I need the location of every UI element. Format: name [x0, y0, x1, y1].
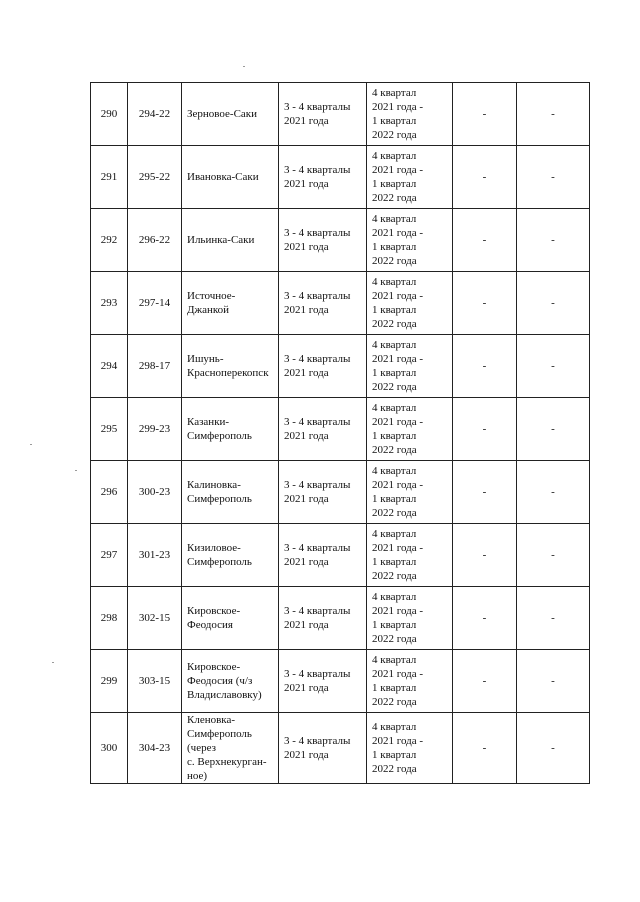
- empty-value-cell: -: [517, 587, 590, 650]
- scan-speck: [52, 662, 54, 663]
- table-row: [91, 587, 590, 650]
- empty-value-cell: -: [517, 398, 590, 461]
- route-code-cell: 301-23: [128, 524, 182, 587]
- empty-value-cell: -: [453, 146, 517, 209]
- deadline-cell: 4 квартал 2021 года - 1 квартал 2022 года: [367, 335, 453, 398]
- row-number-cell: 297: [91, 524, 128, 587]
- table-row: [91, 398, 590, 461]
- empty-value-cell: -: [453, 461, 517, 524]
- scan-speck: [30, 444, 32, 445]
- period-cell: 3 - 4 кварталы 2021 года: [279, 83, 367, 146]
- route-name-cell: Источное- Джанкой: [182, 272, 279, 335]
- row-number-cell: 291: [91, 146, 128, 209]
- table-row: [91, 83, 590, 146]
- routes-table-body: [91, 83, 590, 784]
- period-cell: 3 - 4 кварталы 2021 года: [279, 209, 367, 272]
- route-name-cell: Ильинка-Саки: [182, 209, 279, 272]
- row-number-cell: 299: [91, 650, 128, 713]
- period-cell: 3 - 4 кварталы 2021 года: [279, 713, 367, 784]
- empty-value-cell: -: [453, 713, 517, 784]
- route-code-cell: 300-23: [128, 461, 182, 524]
- deadline-cell: 4 квартал 2021 года - 1 квартал 2022 года: [367, 713, 453, 784]
- period-cell: 3 - 4 кварталы 2021 года: [279, 461, 367, 524]
- deadline-cell: 4 квартал 2021 года - 1 квартал 2022 года: [367, 524, 453, 587]
- route-name-cell: Ишунь- Красноперекопск: [182, 335, 279, 398]
- route-code-cell: 303-15: [128, 650, 182, 713]
- table-row: [91, 524, 590, 587]
- table-row: [91, 272, 590, 335]
- deadline-cell: 4 квартал 2021 года - 1 квартал 2022 года: [367, 650, 453, 713]
- deadline-cell: 4 квартал 2021 года - 1 квартал 2022 года: [367, 146, 453, 209]
- scan-speck: [75, 470, 77, 471]
- period-cell: 3 - 4 кварталы 2021 года: [279, 335, 367, 398]
- empty-value-cell: -: [517, 650, 590, 713]
- row-number-cell: 292: [91, 209, 128, 272]
- route-code-cell: 296-22: [128, 209, 182, 272]
- empty-value-cell: -: [453, 524, 517, 587]
- empty-value-cell: -: [453, 398, 517, 461]
- route-name-cell: Зерновое-Саки: [182, 83, 279, 146]
- row-number-cell: 298: [91, 587, 128, 650]
- route-name-cell: Калиновка- Симферополь: [182, 461, 279, 524]
- empty-value-cell: -: [517, 209, 590, 272]
- deadline-cell: 4 квартал 2021 года - 1 квартал 2022 года: [367, 272, 453, 335]
- empty-value-cell: -: [517, 713, 590, 784]
- table-row: [91, 650, 590, 713]
- deadline-cell: 4 квартал 2021 года - 1 квартал 2022 года: [367, 398, 453, 461]
- empty-value-cell: -: [453, 335, 517, 398]
- row-number-cell: 295: [91, 398, 128, 461]
- route-name-cell: Кизиловое- Симферополь: [182, 524, 279, 587]
- period-cell: 3 - 4 кварталы 2021 года: [279, 650, 367, 713]
- empty-value-cell: -: [453, 650, 517, 713]
- empty-value-cell: -: [517, 524, 590, 587]
- table-row: [91, 209, 590, 272]
- period-cell: 3 - 4 кварталы 2021 года: [279, 272, 367, 335]
- empty-value-cell: -: [517, 272, 590, 335]
- table-row: [91, 335, 590, 398]
- empty-value-cell: -: [517, 461, 590, 524]
- route-code-cell: 297-14: [128, 272, 182, 335]
- route-code-cell: 295-22: [128, 146, 182, 209]
- scan-speck: [243, 66, 245, 67]
- row-number-cell: 294: [91, 335, 128, 398]
- route-code-cell: 302-15: [128, 587, 182, 650]
- route-name-cell: Казанки- Симферополь: [182, 398, 279, 461]
- table-row: [91, 713, 590, 784]
- route-code-cell: 294-22: [128, 83, 182, 146]
- row-number-cell: 300: [91, 713, 128, 784]
- deadline-cell: 4 квартал 2021 года - 1 квартал 2022 года: [367, 83, 453, 146]
- deadline-cell: 4 квартал 2021 года - 1 квартал 2022 года: [367, 461, 453, 524]
- empty-value-cell: -: [453, 209, 517, 272]
- row-number-cell: 290: [91, 83, 128, 146]
- empty-value-cell: -: [517, 335, 590, 398]
- route-code-cell: 304-23: [128, 713, 182, 784]
- row-number-cell: 293: [91, 272, 128, 335]
- route-name-cell: Кировское- Феодосия (ч/з Владиславовку): [182, 650, 279, 713]
- empty-value-cell: -: [453, 83, 517, 146]
- empty-value-cell: -: [517, 146, 590, 209]
- period-cell: 3 - 4 кварталы 2021 года: [279, 524, 367, 587]
- deadline-cell: 4 квартал 2021 года - 1 квартал 2022 года: [367, 209, 453, 272]
- period-cell: 3 - 4 кварталы 2021 года: [279, 146, 367, 209]
- route-name-cell: Ивановка-Саки: [182, 146, 279, 209]
- row-number-cell: 296: [91, 461, 128, 524]
- route-name-cell: Кленовка- Симферополь (через с. Верхнекурган- ное): [182, 713, 279, 784]
- period-cell: 3 - 4 кварталы 2021 года: [279, 587, 367, 650]
- table-row: [91, 461, 590, 524]
- empty-value-cell: -: [453, 272, 517, 335]
- table-row: [91, 146, 590, 209]
- route-code-cell: 298-17: [128, 335, 182, 398]
- empty-value-cell: -: [453, 587, 517, 650]
- period-cell: 3 - 4 кварталы 2021 года: [279, 398, 367, 461]
- deadline-cell: 4 квартал 2021 года - 1 квартал 2022 года: [367, 587, 453, 650]
- empty-value-cell: -: [517, 83, 590, 146]
- route-name-cell: Кировское- Феодосия: [182, 587, 279, 650]
- route-code-cell: 299-23: [128, 398, 182, 461]
- routes-table: [90, 82, 590, 784]
